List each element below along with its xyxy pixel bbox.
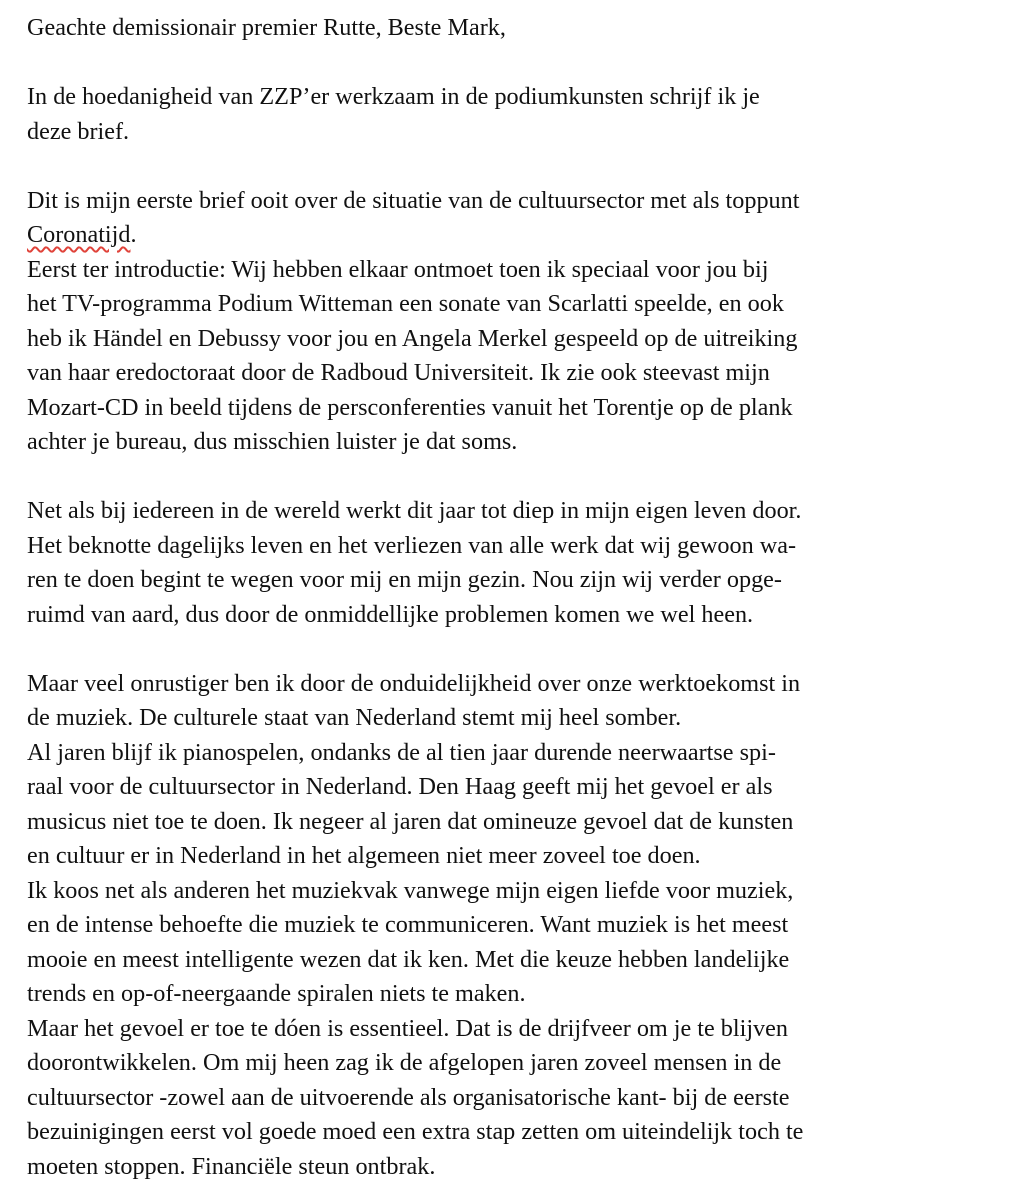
text-line: deze brief. [27, 117, 130, 145]
text-line: Maar het gevoel er toe te dóen is essentieel. Dat is de drijfveer om je te blijven [27, 1014, 788, 1042]
text-line [27, 218, 1007, 253]
paragraph-1 [27, 80, 1007, 149]
spellcheck-flagged-word[interactable]: Coronatijd [27, 221, 131, 248]
paragraph-spacer [27, 46, 1007, 81]
text-line: ruimd van aard, dus door de onmiddellijke problemen komen we wel heen. [27, 600, 754, 628]
paragraph-spacer [27, 460, 1007, 495]
paragraph-3 [27, 494, 1007, 632]
text-line: ren te doen begint te wegen voor mij en mijn gezin. Nou zijn wij verder opge- [27, 566, 782, 593]
text-line: Al jaren blijf ik pianospelen, ondanks de al tien jaar durende neerwaartse spi- [27, 738, 776, 766]
text-line: musicus niet toe te doen. Ik negeer al jaren dat omineuze gevoel dat de kunsten [27, 807, 794, 835]
text-line: Maar veel onrustiger ben ik door de onduidelijkheid over onze werktoekomst in [27, 669, 801, 697]
letter-document [27, 11, 1007, 1184]
text-line: het TV-programma Podium Witteman een sonate van Scarlatti speelde, en ook [27, 290, 784, 317]
text-line: Ik koos net als anderen het muziekvak vanwege mijn eigen liefde voor muziek, [27, 876, 794, 904]
text-line: Eerst ter introductie: Wij hebben elkaar ontmoet toen ik speciaal voor jou bij [27, 255, 769, 283]
paragraph-2 [27, 184, 1007, 460]
text-line: en de intense behoefte die muziek te communiceren. Want muziek is het meest [27, 911, 789, 938]
text-line: trends en op-of-neergaande spiralen niets te maken. [27, 980, 526, 1007]
text-line: raal voor de cultuursector in Nederland. Den Haag geeft mij het gevoel er als [27, 773, 773, 800]
text-line: Het beknotte dagelijks leven en het verliezen van alle werk dat wij gewoon wa- [27, 531, 797, 559]
text-line: bezuinigingen eerst vol goede moed een extra stap zetten om uiteindelijk toch te [27, 1118, 804, 1145]
text-line: de muziek. De culturele staat van Nederland stemt mij heel somber. [27, 704, 682, 731]
text-line: achter je bureau, dus misschien luister je dat soms. [27, 428, 518, 455]
text-line: cultuursector -zowel aan de uitvoerende als organisatorische kant- bij de eerste [27, 1083, 790, 1111]
text-line: heb ik Händel en Debussy voor jou en Angela Merkel gespeeld op de uitreiking [27, 324, 798, 352]
text-line: doorontwikkelen. Om mij heen zag ik de afgelopen jaren zoveel mensen in de [27, 1049, 782, 1076]
paragraph-4 [27, 667, 1007, 1185]
salutation: Geachte demissionair premier Rutte, Beste Mark, [27, 14, 506, 41]
text-line: Net als bij iedereen in de wereld werkt dit jaar tot diep in mijn eigen leven door. [27, 497, 802, 524]
text-line: Dit is mijn eerste brief ooit over de situatie van de cultuursector met als toppunt [27, 186, 800, 214]
text-line: en cultuur er in Nederland in het algemeen niet meer zoveel toe doen. [27, 842, 701, 869]
text-line: van haar eredoctoraat door de Radboud Universiteit. Ik zie ook steevast mijn [27, 359, 770, 386]
text-line: moeten stoppen. Financiële steun ontbrak. [27, 1152, 436, 1180]
text-line: In de hoedanigheid van ZZP’er werkzaam in de podiumkunsten schrijf ik je [27, 83, 760, 110]
paragraph-spacer [27, 149, 1007, 184]
text-fragment: . [130, 221, 137, 248]
paragraph-spacer [27, 632, 1007, 667]
text-line: mooie en meest intelligente wezen dat ik ken. Met die keuze hebben landelijke [27, 945, 790, 973]
text-line: Mozart-CD in beeld tijdens de persconferenties vanuit het Torentje op de plank [27, 393, 793, 421]
